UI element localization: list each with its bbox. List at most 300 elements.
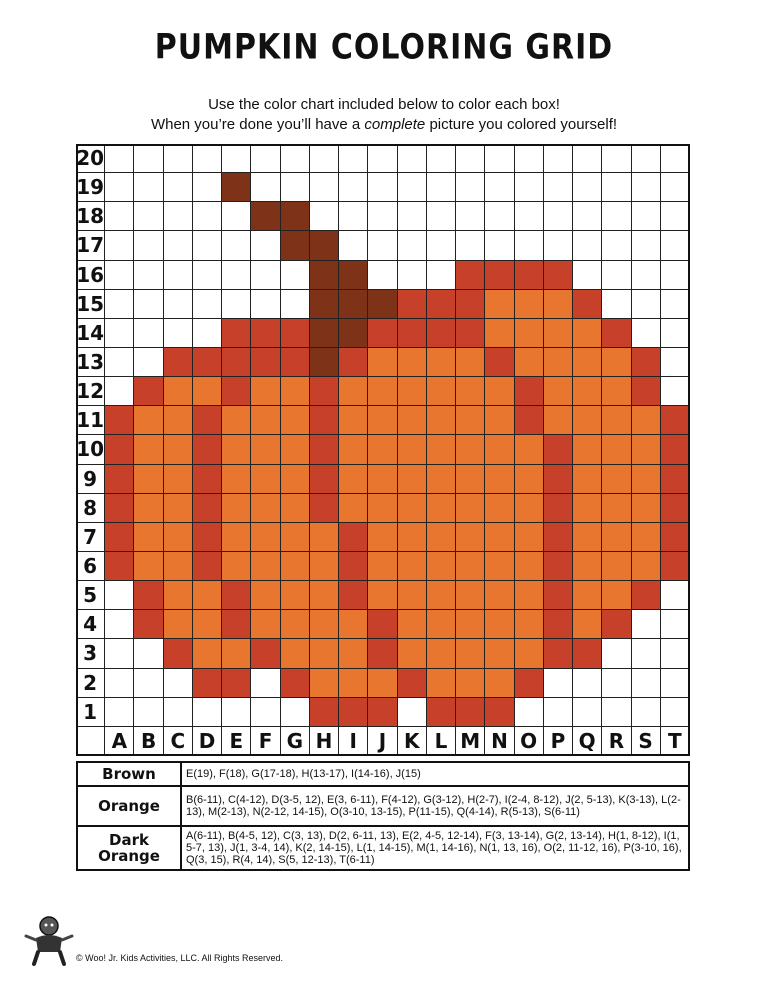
grid-cell	[310, 639, 339, 668]
grid-cell	[661, 639, 690, 668]
grid-cell	[281, 261, 310, 290]
grid-cell	[251, 348, 280, 377]
grid-cell	[310, 610, 339, 639]
grid-cell	[427, 698, 456, 727]
grid-cell	[515, 669, 544, 698]
grid-cell	[485, 639, 514, 668]
grid-cell	[134, 698, 163, 727]
grid-cell	[515, 494, 544, 523]
grid-cell	[368, 319, 397, 348]
grid-cell	[427, 610, 456, 639]
grid-cell	[573, 377, 602, 406]
grid-cell	[515, 639, 544, 668]
grid-cell	[310, 261, 339, 290]
grid-cell	[251, 406, 280, 435]
grid-cell	[515, 698, 544, 727]
grid-cell	[251, 319, 280, 348]
grid-cell	[193, 231, 222, 260]
grid-cell	[398, 552, 427, 581]
grid-cell	[661, 290, 690, 319]
grid-cell	[164, 465, 193, 494]
grid-cell	[193, 581, 222, 610]
grid-cell	[398, 669, 427, 698]
grid-cell	[602, 202, 631, 231]
grid-cell	[164, 231, 193, 260]
grid-cell	[105, 610, 134, 639]
grid-cell	[310, 173, 339, 202]
grid-cell	[632, 173, 661, 202]
column-label: I	[339, 727, 368, 756]
row-label: 11	[76, 406, 105, 435]
grid-cell	[310, 698, 339, 727]
grid-cell	[368, 144, 397, 173]
grid-cell	[573, 581, 602, 610]
grid-cell	[368, 173, 397, 202]
grid-cell	[193, 144, 222, 173]
column-label: G	[281, 727, 310, 756]
grid-cell	[544, 173, 573, 202]
grid-cell	[164, 523, 193, 552]
grid-cell	[632, 144, 661, 173]
grid-cell	[427, 319, 456, 348]
grid-cell	[573, 435, 602, 464]
grid-cell	[661, 261, 690, 290]
grid-cell	[427, 465, 456, 494]
grid-cell	[573, 144, 602, 173]
grid-cell	[456, 523, 485, 552]
grid-cell	[573, 319, 602, 348]
grid-cell	[456, 465, 485, 494]
grid-cell	[515, 435, 544, 464]
grid-cell	[456, 144, 485, 173]
grid-cell	[251, 698, 280, 727]
grid-cell	[398, 144, 427, 173]
grid-cell	[281, 523, 310, 552]
grid-cell	[281, 173, 310, 202]
grid-cell	[310, 144, 339, 173]
grid-cell	[573, 698, 602, 727]
row-label: 10	[76, 435, 105, 464]
grid-cell	[368, 669, 397, 698]
grid-cell	[485, 465, 514, 494]
column-label: E	[222, 727, 251, 756]
grid-cell	[398, 261, 427, 290]
grid-cell	[339, 261, 368, 290]
grid-cell	[398, 377, 427, 406]
grid-cell	[310, 290, 339, 319]
grid-cell	[515, 144, 544, 173]
grid-cell	[222, 610, 251, 639]
column-label: A	[105, 727, 134, 756]
legend-color-name: Orange	[77, 786, 181, 826]
row-label: 19	[76, 173, 105, 202]
grid-cell	[193, 698, 222, 727]
grid-cell	[427, 231, 456, 260]
grid-cell	[544, 669, 573, 698]
grid-cell	[134, 377, 163, 406]
grid-cell	[632, 494, 661, 523]
grid-cell	[339, 202, 368, 231]
column-label: C	[164, 727, 193, 756]
grid-cell	[661, 377, 690, 406]
grid-cell	[368, 581, 397, 610]
grid-cell	[368, 552, 397, 581]
grid-cell	[164, 669, 193, 698]
grid-cell	[632, 465, 661, 494]
column-label: M	[456, 727, 485, 756]
grid-cell	[573, 290, 602, 319]
row-label: 12	[76, 377, 105, 406]
grid-cell	[193, 377, 222, 406]
grid-cell	[164, 406, 193, 435]
grid-cell	[251, 202, 280, 231]
legend-coordinates: E(19), F(18), G(17-18), H(13-17), I(14-16), J(15)	[181, 762, 689, 786]
grid-cell	[661, 581, 690, 610]
grid-cell	[339, 377, 368, 406]
grid-cell	[427, 173, 456, 202]
column-label: S	[632, 727, 661, 756]
grid-cell	[368, 202, 397, 231]
legend-row	[77, 826, 689, 870]
legend-coordinates: A(6-11), B(4-5, 12), C(3, 13), D(2, 6-11, 13), E(2, 4-5, 12-14), F(3, 13-14), G(2, 13-14), H(1, 8-12), I(1, 5-7, 13), J(1, 3-4, 14), K(2, 14-15), L(1, 14-15), M(1, 14-16), N(1, 13, 16), O(2, 11-12, 16), P(3-10, 16), Q(3, 15), R(4, 14), S(5, 12-13), T(6-11)	[181, 826, 689, 870]
grid-cell	[310, 552, 339, 581]
grid-cell	[632, 231, 661, 260]
grid-cell	[310, 231, 339, 260]
grid-cell	[339, 639, 368, 668]
grid-cell	[661, 406, 690, 435]
grid-cell	[281, 290, 310, 319]
grid-cell	[427, 523, 456, 552]
grid-cell	[632, 523, 661, 552]
grid-cell	[632, 552, 661, 581]
row-label: 20	[76, 144, 105, 173]
grid-cell	[485, 348, 514, 377]
grid-cell	[164, 435, 193, 464]
grid-cell	[515, 581, 544, 610]
grid-cell	[281, 581, 310, 610]
column-label: H	[310, 727, 339, 756]
row-label: 13	[76, 348, 105, 377]
grid-cell	[661, 465, 690, 494]
grid-cell	[544, 261, 573, 290]
grid-cell	[193, 290, 222, 319]
grid-cell	[456, 319, 485, 348]
grid-cell	[281, 639, 310, 668]
grid-cell	[398, 231, 427, 260]
grid-cell	[398, 698, 427, 727]
grid-cell	[427, 144, 456, 173]
grid-cell	[222, 144, 251, 173]
grid-cell	[485, 494, 514, 523]
grid-cell	[632, 610, 661, 639]
grid-cell	[193, 435, 222, 464]
grid-cell	[427, 261, 456, 290]
grid-cell	[105, 669, 134, 698]
column-label: N	[485, 727, 514, 756]
grid-cell	[602, 435, 631, 464]
grid-cell	[632, 435, 661, 464]
grid-cell	[398, 348, 427, 377]
grid-cell	[515, 290, 544, 319]
grid-cell	[134, 435, 163, 464]
grid-cell	[515, 202, 544, 231]
grid-cell	[251, 144, 280, 173]
grid-cell	[456, 202, 485, 231]
grid-cell	[222, 261, 251, 290]
grid-cell	[515, 523, 544, 552]
grid-cell	[456, 669, 485, 698]
grid-cell	[105, 435, 134, 464]
grid-cell	[193, 406, 222, 435]
grid-cell	[485, 581, 514, 610]
grid-cell	[427, 435, 456, 464]
grid-cell	[485, 173, 514, 202]
grid-cell	[456, 406, 485, 435]
legend-row	[77, 786, 689, 826]
grid-cell	[164, 144, 193, 173]
column-label: Q	[573, 727, 602, 756]
grid-cell	[456, 261, 485, 290]
grid-cell	[368, 406, 397, 435]
grid-cell	[193, 465, 222, 494]
row-label: 4	[76, 610, 105, 639]
grid-cell	[193, 639, 222, 668]
grid-cell	[310, 669, 339, 698]
grid-cell	[105, 639, 134, 668]
grid-cell	[485, 290, 514, 319]
grid-cell	[398, 465, 427, 494]
grid-cell	[632, 639, 661, 668]
grid-cell	[485, 552, 514, 581]
grid-cell	[398, 581, 427, 610]
grid-cell	[573, 202, 602, 231]
grid-cell	[251, 639, 280, 668]
grid-cell	[573, 406, 602, 435]
column-label: R	[602, 727, 631, 756]
grid-cell	[222, 173, 251, 202]
grid-cell	[339, 319, 368, 348]
grid-cell	[515, 261, 544, 290]
row-label: 16	[76, 261, 105, 290]
grid-cell	[485, 669, 514, 698]
grid-cell	[251, 523, 280, 552]
grid-cell	[632, 669, 661, 698]
grid-cell	[456, 173, 485, 202]
grid-cell	[251, 290, 280, 319]
grid-cell	[164, 319, 193, 348]
grid-cell	[105, 552, 134, 581]
grid-cell	[544, 552, 573, 581]
grid-cell	[310, 377, 339, 406]
grid-cell	[632, 698, 661, 727]
grid-cell	[281, 319, 310, 348]
grid-cell	[281, 406, 310, 435]
grid-cell	[602, 523, 631, 552]
grid-cell	[134, 523, 163, 552]
grid-cell	[251, 261, 280, 290]
grid-cell	[485, 698, 514, 727]
grid-cell	[105, 698, 134, 727]
grid-cell	[544, 494, 573, 523]
grid-cell	[368, 494, 397, 523]
grid-cell	[222, 202, 251, 231]
grid-cell	[222, 348, 251, 377]
grid-cell	[427, 377, 456, 406]
grid-cell	[251, 610, 280, 639]
grid-cell	[339, 669, 368, 698]
grid-cell	[222, 669, 251, 698]
grid-cell	[339, 523, 368, 552]
grid-cell	[222, 435, 251, 464]
grid-cell	[456, 377, 485, 406]
grid-cell	[339, 698, 368, 727]
grid-cell	[602, 406, 631, 435]
grid-cell	[310, 465, 339, 494]
column-label: T	[661, 727, 690, 756]
grid-cell	[515, 231, 544, 260]
grid-cell	[632, 377, 661, 406]
grid-cell	[602, 377, 631, 406]
grid-cell	[573, 552, 602, 581]
grid-cell	[222, 698, 251, 727]
grid-cell	[456, 610, 485, 639]
grid-cell	[281, 552, 310, 581]
grid-cell	[398, 494, 427, 523]
grid-cell	[398, 290, 427, 319]
grid-cell	[281, 231, 310, 260]
grid-cell	[164, 202, 193, 231]
grid-cell	[134, 465, 163, 494]
grid-cell	[222, 290, 251, 319]
grid-cell	[632, 202, 661, 231]
grid-cell	[573, 669, 602, 698]
grid-cell	[310, 348, 339, 377]
grid-cell	[485, 231, 514, 260]
grid-cell	[602, 261, 631, 290]
grid-cell	[193, 669, 222, 698]
grid-cell	[222, 494, 251, 523]
grid-cell	[368, 465, 397, 494]
grid-cell	[105, 465, 134, 494]
grid-cell	[515, 173, 544, 202]
row-label: 1	[76, 698, 105, 727]
grid-cell	[222, 552, 251, 581]
grid-cell	[544, 231, 573, 260]
grid-cell	[661, 610, 690, 639]
grid-cell	[134, 552, 163, 581]
grid-cell	[222, 581, 251, 610]
grid-cell	[368, 610, 397, 639]
grid-cell	[661, 348, 690, 377]
grid-cell	[134, 639, 163, 668]
grid-cell	[222, 465, 251, 494]
grid-cell	[164, 581, 193, 610]
grid-cell	[368, 290, 397, 319]
grid-cell	[281, 435, 310, 464]
legend-color-name: Brown	[77, 762, 181, 786]
grid-cell	[544, 348, 573, 377]
grid-cell	[544, 144, 573, 173]
grid-cell	[222, 406, 251, 435]
grid-cell	[164, 348, 193, 377]
grid-cell	[105, 523, 134, 552]
grid-cell	[544, 202, 573, 231]
grid-cell	[427, 406, 456, 435]
grid-cell	[544, 581, 573, 610]
grid-cell	[368, 435, 397, 464]
grid-cell	[485, 435, 514, 464]
grid-cell	[339, 173, 368, 202]
grid-cell	[339, 435, 368, 464]
grid-cell	[164, 698, 193, 727]
column-label: L	[427, 727, 456, 756]
row-label: 18	[76, 202, 105, 231]
grid-cell	[632, 406, 661, 435]
grid-cell	[193, 552, 222, 581]
grid-cell	[339, 552, 368, 581]
instruction-emphasis: complete	[364, 116, 426, 133]
row-label: 2	[76, 669, 105, 698]
grid-cell	[368, 348, 397, 377]
grid-cell	[661, 698, 690, 727]
grid-cell	[456, 698, 485, 727]
grid-cell	[544, 465, 573, 494]
grid-cell	[105, 406, 134, 435]
grid-cell	[105, 173, 134, 202]
grid-cell	[339, 406, 368, 435]
grid-cell	[134, 261, 163, 290]
grid-cell	[193, 173, 222, 202]
grid-cell	[281, 494, 310, 523]
grid-cell	[193, 202, 222, 231]
grid-cell	[398, 319, 427, 348]
grid-cell	[485, 319, 514, 348]
grid-cell	[251, 231, 280, 260]
grid-cell	[632, 290, 661, 319]
grid-cell	[339, 494, 368, 523]
grid-cell	[602, 639, 631, 668]
corner-cell	[76, 727, 105, 756]
grid-cell	[661, 669, 690, 698]
grid-cell	[134, 173, 163, 202]
mascot-icon	[22, 912, 76, 968]
grid-cell	[368, 698, 397, 727]
grid-cell	[281, 610, 310, 639]
grid-cell	[398, 173, 427, 202]
grid-cell	[164, 377, 193, 406]
grid-cell	[164, 552, 193, 581]
grid-cell	[222, 319, 251, 348]
grid-cell	[281, 202, 310, 231]
grid-cell	[368, 377, 397, 406]
grid-cell	[339, 610, 368, 639]
grid-cell	[427, 202, 456, 231]
legend-color-name: Dark Orange	[77, 826, 181, 870]
grid-cell	[134, 406, 163, 435]
grid-cell	[251, 552, 280, 581]
legend-row	[77, 762, 689, 786]
grid-cell	[573, 348, 602, 377]
grid-cell	[544, 435, 573, 464]
grid-cell	[339, 348, 368, 377]
grid-cell	[573, 231, 602, 260]
grid-cell	[427, 552, 456, 581]
grid-cell	[602, 348, 631, 377]
grid-cell	[632, 348, 661, 377]
grid-cell	[456, 639, 485, 668]
grid-cell	[602, 669, 631, 698]
grid-cell	[105, 261, 134, 290]
